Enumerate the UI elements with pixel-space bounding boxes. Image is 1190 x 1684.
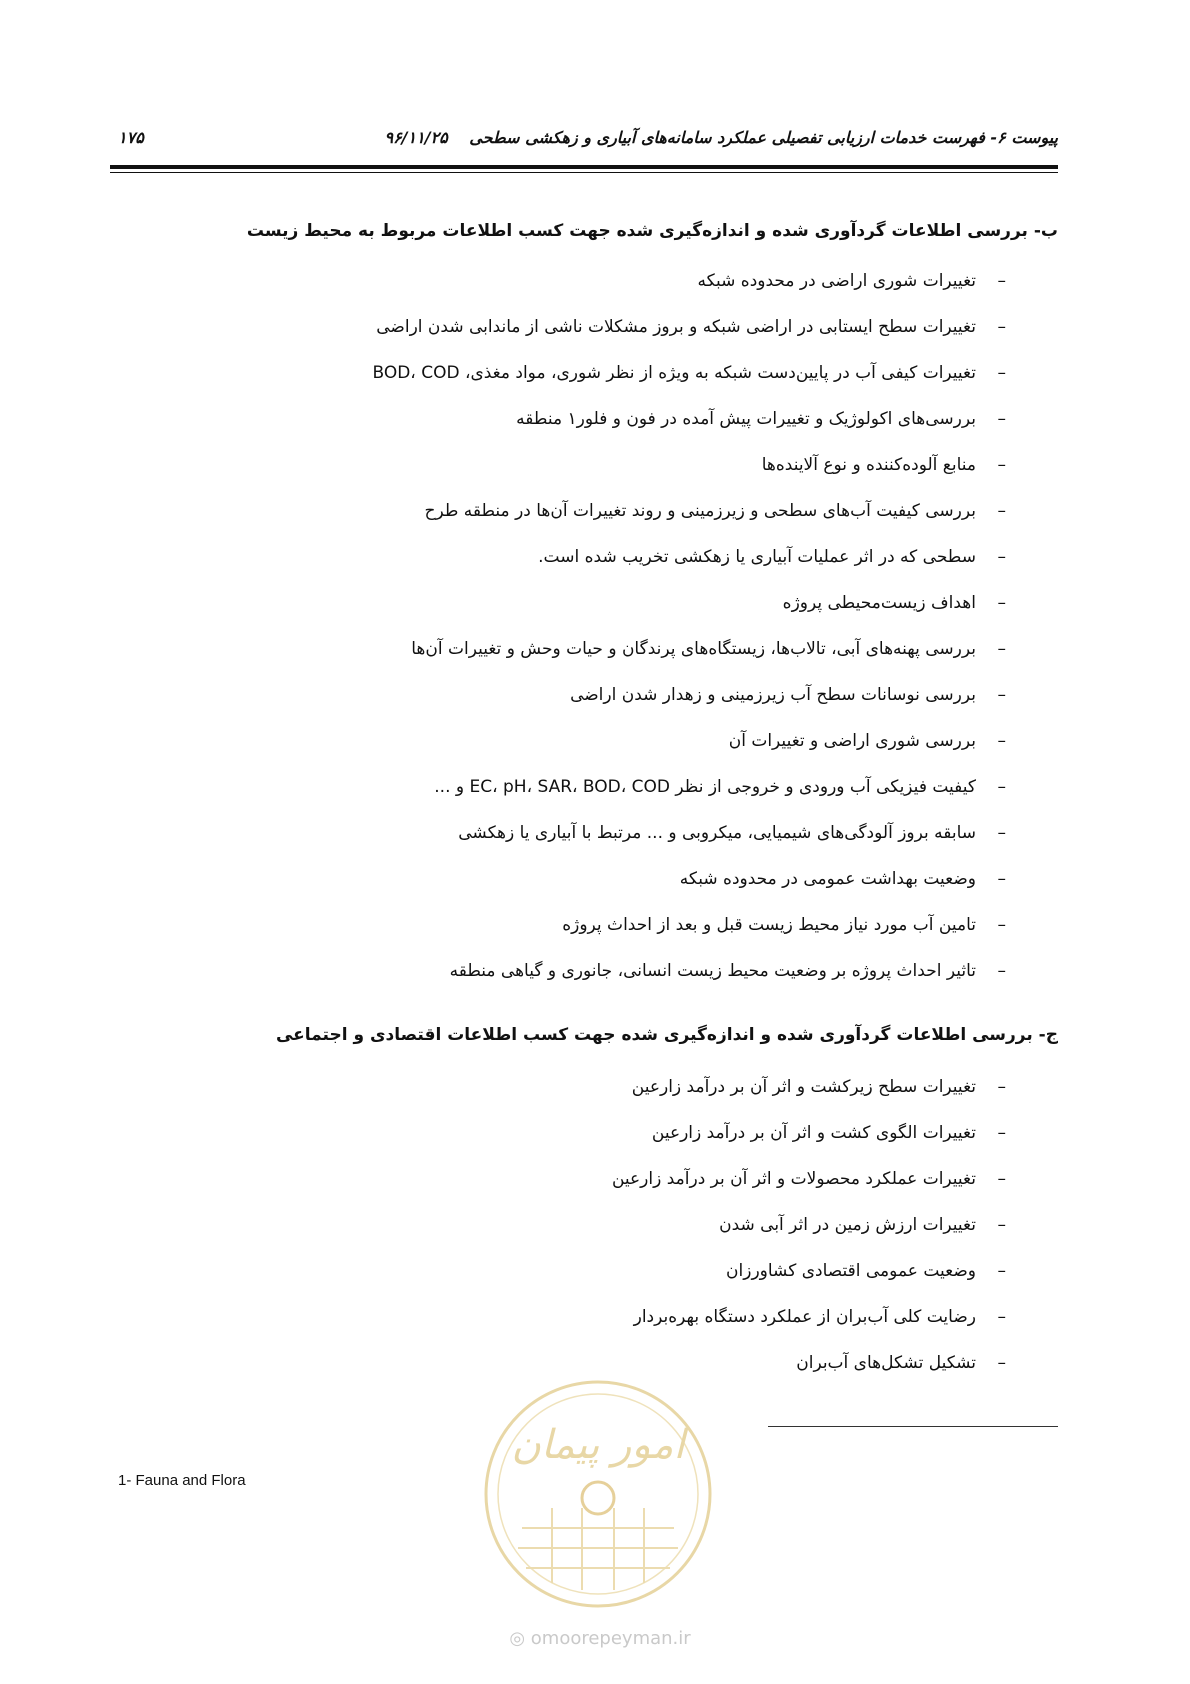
- bullet-dash: –: [997, 869, 1006, 889]
- list-item: [230, 350, 1058, 396]
- watermark-globe-icon: ◎: [509, 1628, 526, 1649]
- list-item: [230, 1202, 1058, 1248]
- watermark-logo-text: امور پیمان: [511, 1422, 685, 1468]
- bullet-dash: –: [997, 547, 1006, 567]
- list-item: [230, 810, 1058, 856]
- list-item-text: سابقه بروز آلودگی‌های شیمیایی، میکروبی و ... مرتبط با آبیاری یا زهکشی: [458, 823, 976, 843]
- list-item-text: بررسی‌های اکولوژیک و تغییرات پیش آمده در فون و فلور۱ منطقه: [516, 409, 976, 429]
- list-item-text: تغییرات عملکرد محصولات و اثر آن بر درآمد زارعین: [611, 1169, 976, 1189]
- list-item-text: وضعیت بهداشت عمومی در محدوده شبکه: [679, 869, 976, 889]
- list-item: [230, 948, 1058, 994]
- list-item: [230, 1110, 1058, 1156]
- page-header: [110, 124, 1058, 160]
- list-item-text: وضعیت عمومی اقتصادی کشاورزان: [726, 1261, 976, 1281]
- section-b-heading: ب- بررسی اطلاعات گردآوری شده و اندازه‌گیری شده جهت کسب اطلاعات مربوط به محیط زیست: [246, 221, 1058, 241]
- section-c-heading: ج- بررسی اطلاعات گردآوری شده و اندازه‌گیری شده جهت کسب اطلاعات اقتصادی و اجتماعی: [275, 1025, 1058, 1045]
- bullet-dash: –: [997, 1261, 1006, 1281]
- header-rule-thin: [110, 172, 1058, 173]
- list-item: [230, 764, 1058, 810]
- list-item-text: تاثیر احداث پروژه بر وضعیت محیط زیست انسانی، جانوری و گیاهی منطقه: [449, 961, 976, 981]
- list-item-text: تغییرات سطح ایستابی در اراضی شبکه و بروز مشکلات ناشی از ماندابی شدن اراضی: [376, 317, 976, 337]
- list-item: [230, 1156, 1058, 1202]
- list-item-text: سطحی که در اثر عملیات آبیاری یا زهکشی تخریب شده است.: [538, 547, 976, 567]
- header-date: ۹۶/۱۱/۲۵: [384, 128, 448, 147]
- watermark-gear-icon: [582, 1482, 614, 1514]
- bullet-dash: –: [997, 1307, 1006, 1327]
- list-item: [230, 1294, 1058, 1340]
- list-item: [230, 626, 1058, 672]
- list-item-text: تغییرات سطح زیرکشت و اثر آن بر درآمد زارعین: [631, 1077, 976, 1097]
- list-item-text: تغییرات کیفی آب در پایین‌دست شبکه به ویژه از نظر شوری، مواد مغذی، BOD، COD: [372, 363, 976, 383]
- section-b-list: [230, 258, 1058, 994]
- list-item-text: تشکیل تشکل‌های آب‌بران: [796, 1353, 976, 1373]
- list-item: [230, 396, 1058, 442]
- header-rule-thick: [110, 165, 1058, 169]
- list-item-text: منابع آلوده‌کننده و نوع آلاینده‌ها: [761, 455, 976, 475]
- bullet-dash: –: [997, 731, 1006, 751]
- bullet-dash: –: [997, 1215, 1006, 1235]
- watermark-ring: [486, 1382, 710, 1606]
- bullet-dash: –: [997, 1077, 1006, 1097]
- bullet-dash: –: [997, 271, 1006, 291]
- bullet-dash: –: [997, 455, 1006, 475]
- list-item-text: تغییرات ارزش زمین در اثر آبی شدن: [719, 1215, 976, 1235]
- bullet-dash: –: [997, 1169, 1006, 1189]
- bullet-dash: –: [997, 823, 1006, 843]
- bullet-dash: –: [997, 317, 1006, 337]
- bullet-dash: –: [997, 363, 1006, 383]
- list-item: [230, 580, 1058, 626]
- page-number: ۱۷۵: [118, 128, 144, 147]
- list-item-text: بررسی پهنه‌های آبی، تالاب‌ها، زیستگاه‌های پرندگان و حیات وحش و تغییرات آن‌ها: [411, 639, 976, 659]
- list-item: [230, 488, 1058, 534]
- bullet-dash: –: [997, 1123, 1006, 1143]
- bullet-dash: –: [997, 961, 1006, 981]
- header-title: [384, 128, 1058, 147]
- bullet-dash: –: [997, 409, 1006, 429]
- footnote-rule: [768, 1426, 1058, 1427]
- bullet-dash: –: [997, 685, 1006, 705]
- list-item: [230, 718, 1058, 764]
- page-content: [230, 214, 1058, 1386]
- list-item-text: رضایت کلی آب‌بران از عملکرد دستگاه بهره‌بردار: [633, 1307, 976, 1327]
- section-c-list: [230, 1064, 1058, 1386]
- bullet-dash: –: [997, 1353, 1006, 1373]
- list-item-text: بررسی شوری اراضی و تغییرات آن: [728, 731, 976, 751]
- list-item-text: تغییرات شوری اراضی در محدوده شبکه: [697, 271, 976, 291]
- list-item: [230, 902, 1058, 948]
- footnote: 1- Fauna and Flora: [118, 1472, 246, 1489]
- bullet-dash: –: [997, 777, 1006, 797]
- list-item: [230, 672, 1058, 718]
- list-item: [230, 1248, 1058, 1294]
- list-item-text: کیفیت فیزیکی آب ورودی و خروجی از نظر EC، pH، SAR، BOD، COD و ...: [434, 777, 976, 797]
- watermark-url-text: omoorepeyman.ir: [530, 1628, 691, 1649]
- bullet-dash: –: [997, 501, 1006, 521]
- list-item: [230, 534, 1058, 580]
- bullet-dash: –: [997, 639, 1006, 659]
- list-item: [230, 304, 1058, 350]
- list-item: [230, 1064, 1058, 1110]
- list-item-text: بررسی کیفیت آب‌های سطحی و زیرزمینی و روند تغییرات آن‌ها در منطقه طرح: [424, 501, 976, 521]
- header-title-text: پیوست ۶- فهرست خدمات ارزیابی تفصیلی عملکرد سامانه‌های آبیاری و زهکشی سطحی: [469, 128, 1058, 147]
- list-item-text: بررسی نوسانات سطح آب زیرزمینی و زهدار شدن اراضی: [570, 685, 976, 705]
- watermark-logo: [482, 1378, 714, 1610]
- list-item: [230, 856, 1058, 902]
- bullet-dash: –: [997, 915, 1006, 935]
- watermark-url: [490, 1628, 710, 1649]
- list-item-text: تامین آب مورد نیاز محیط زیست قبل و بعد از احداث پروژه: [562, 915, 976, 935]
- list-item: [230, 258, 1058, 304]
- list-item-text: تغییرات الگوی کشت و اثر آن بر درآمد زارعین: [651, 1123, 976, 1143]
- list-item: [230, 442, 1058, 488]
- list-item-text: اهداف زیست‌محیطی پروژه: [782, 593, 976, 613]
- bullet-dash: –: [997, 593, 1006, 613]
